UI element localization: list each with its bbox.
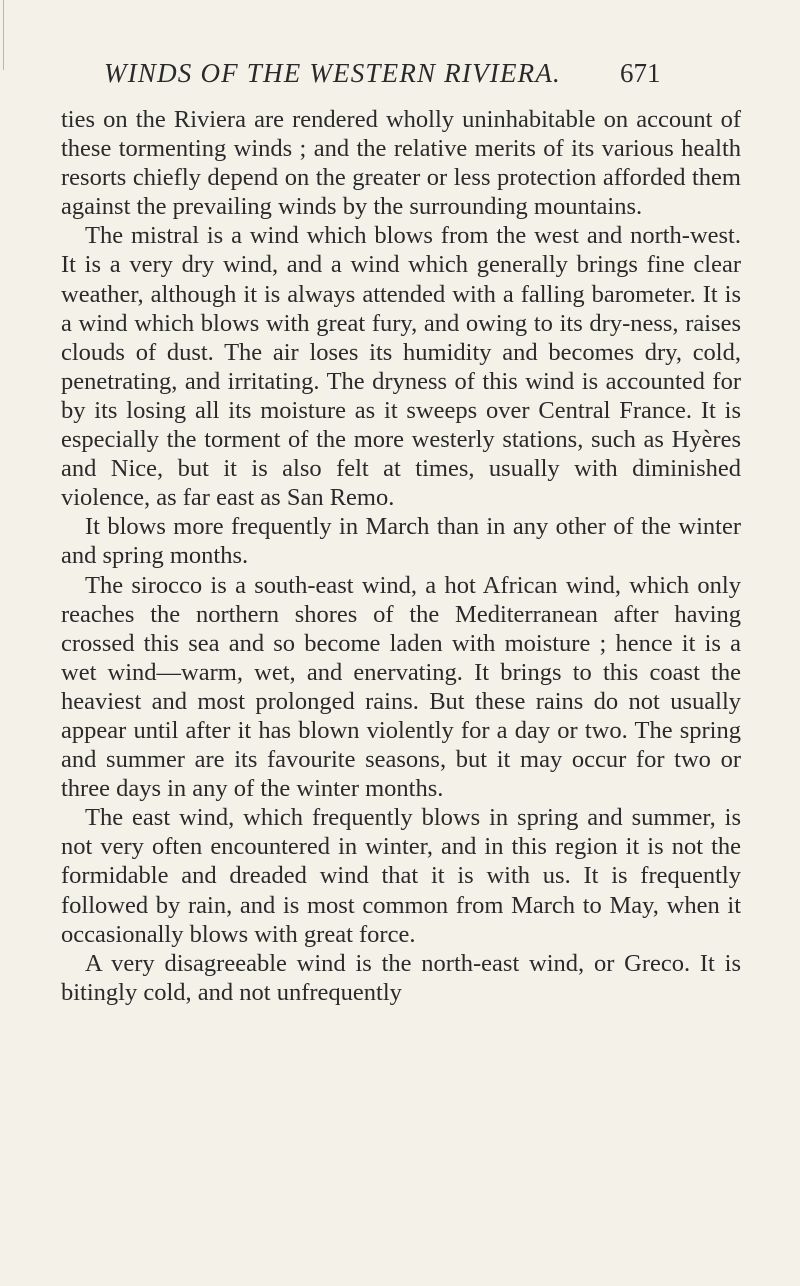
- page-number: 671: [620, 58, 661, 88]
- page-edge-line: [3, 0, 4, 70]
- paragraph-greco: A very disagreeable wind is the north-east wind, or Greco. It is bitingly cold, and not unfrequently: [61, 949, 741, 1006]
- paragraph-continued: ties on the Riviera are rendered wholly uninhabitable on account of these tormenting winds ; and the relative merits of its various health resorts chiefly depend on the greater or less protection afforded them against the prevailing winds by the surrounding mountains.: [61, 106, 741, 221]
- running-head: [104, 58, 704, 89]
- paragraph-march: It blows more frequently in March than in any other of the winter and spring months.: [61, 513, 741, 570]
- paragraph-mistral: The mistral is a wind which blows from the west and north-west. It is a very dry wind, and a wind which generally brings fine clear weather, although it is always attended with a falling barometer. It is a wind which blows with great fury, and owing to its dry-ness, raises clouds of dust. The air loses its humidity and becomes dry, cold, penetrating, and irritating. The dryness of this wind is accounted for by its losing all its moisture as it sweeps over Central France. It is especially the torment of the more westerly stations, such as Hyères and Nice, but it is also felt at times, usually with diminished violence, as far east as San Remo.: [61, 222, 741, 512]
- body-text: [61, 105, 741, 1007]
- paragraph-east-wind: The east wind, which frequently blows in spring and summer, is not very often encountered in winter, and in this region it is not the formidable and dreaded wind that it is with us. It is frequently followed by rain, and is most common from March to May, when it occasionally blows with great force.: [61, 804, 741, 948]
- running-title: WINDS OF THE WESTERN RIVIERA.: [104, 58, 561, 88]
- paragraph-sirocco: The sirocco is a south-east wind, a hot African wind, which only reaches the northern shores of the Mediterranean after having crossed this sea and so become laden with moisture ; hence it is a wet wind—warm, wet, and enervating. It brings to this coast the heaviest and most prolonged rains. But these rains do not usually appear until after it has blown violently for a day or two. The spring and summer are its favourite seasons, but it may occur for two or three days in any of the winter months.: [61, 571, 741, 803]
